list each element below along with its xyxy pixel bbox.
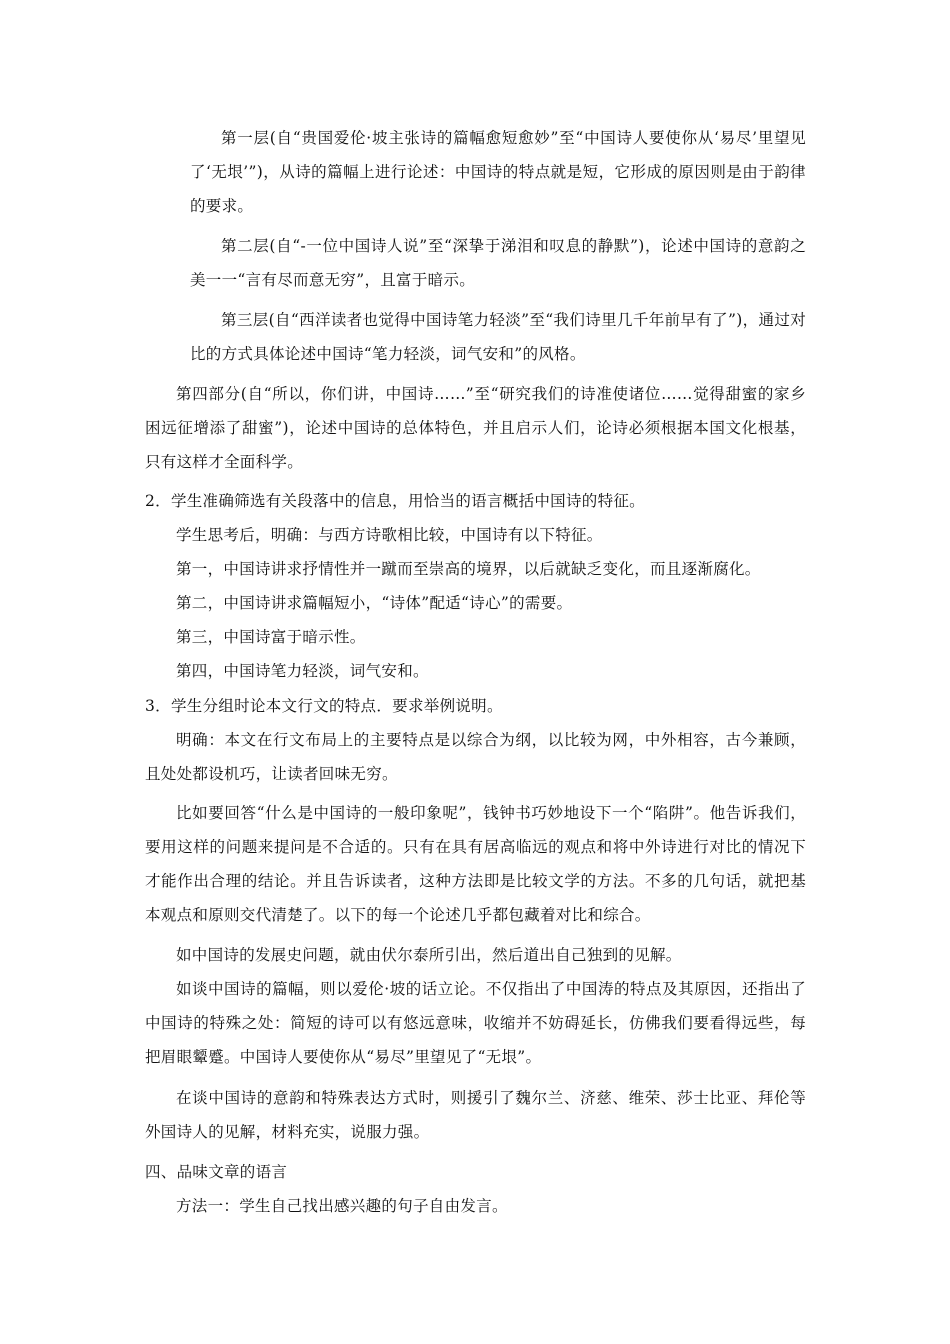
feature-1: 第一，中国诗讲求抒情性并一蹴而至崇高的境界，以后就缺乏变化，而且逐渐腐化。 <box>176 560 761 578</box>
paragraph-answer-intro: 学生思考后，明确：与西方诗歌相比较，中国诗有以下特征。 <box>176 526 603 544</box>
feature-2: 第二，中国诗讲求篇幅短小，“诗体”配适“诗心”的需要。 <box>176 594 573 612</box>
paragraph-part-4: 第四部分(自“所以，你们讲，中国诗……”至“研究我们的诗准使诸位……觉得甜蜜的家乡困远征增添了甜蜜”)，论述中国诗的总体特色，并且启示人们，论诗必须根据本国文化根基，只有这样才全面科学。 <box>145 385 806 471</box>
paragraph-layer-2: 第二层(自“-一位中国诗人说”至“深挚于涕泪和叹息的静默”)，论述中国诗的意韵之美一一“言有尽而意无穷”，且富于暗示。 <box>190 237 806 289</box>
item-2-heading: 2．学生准确筛选有关段落中的信息，用恰当的语言概括中国诗的特征。 <box>145 492 645 510</box>
paragraph-example-length: 如谈中国诗的篇幅，则以爱伦·坡的话立论。不仅指出了中国涛的特点及其原因，还指出了中国诗的特殊之处：简短的诗可以有悠远意味，收缩并不妨碍延长，仿佛我们要看得远些，每把眉眼颦蹙。中国诗人要使你从“易尽”里望见了“无垠”。 <box>145 980 806 1066</box>
section-4-heading: 四、品味文章的语言 <box>145 1163 288 1181</box>
paragraph-method-1: 方法一：学生自己找出感兴趣的句子自由发言。 <box>176 1197 508 1215</box>
feature-4: 第四，中国诗笔力轻淡，词气安和。 <box>176 662 429 680</box>
paragraph-answer-structure: 明确：本文在行文布局上的主要特点是以综合为纲，以比较为网，中外相容，古今兼顾，且处处都设机巧，让读者回味无穷。 <box>145 731 806 783</box>
paragraph-layer-3: 第三层(自“西洋读者也觉得中国诗笔力轻淡”至“我们诗里几千年前早有了”)，通过对比的方式具体论述中国诗“笔力轻淡，词气安和”的风格。 <box>190 311 806 363</box>
feature-3: 第三，中国诗富于暗示性。 <box>176 628 366 646</box>
paragraph-example-trap: 比如要回答“什么是中国诗的一般印象呢”，钱钟书巧妙地设下一个“陷阱”。他告诉我们，要用这样的问题来提问是不合适的。只有在具有居高临远的观点和将中外诗进行对比的情况下才能作出合理的结论。并且告诉读者，这种方法即是比较文学的方法。不多的几句话，就把基本观点和原则交代清楚了。以下的每一个论述几乎都包藏着对比和综合。 <box>145 804 806 924</box>
item-3-heading: 3．学生分组时论本文行文的特点．要求举例说明。 <box>145 697 503 715</box>
paragraph-example-poets: 在谈中国诗的意韵和特殊表达方式时，则援引了魏尔兰、济慈、维荣、莎士比亚、拜伦等外国诗人的见解，材料充实，说服力强。 <box>145 1089 806 1141</box>
paragraph-layer-1: 第一层(自“贵国爱伦·坡主张诗的篇幅愈短愈妙”至“中国诗人要使你从‘易尽’里望见了‘无垠’”)，从诗的篇幅上进行论述：中国诗的特点就是短，它形成的原因则是由于韵律的要求。 <box>190 129 806 215</box>
paragraph-example-history: 如中国诗的发展史问题，就由伏尔泰所引出，然后道出自己独到的见解。 <box>176 946 682 964</box>
